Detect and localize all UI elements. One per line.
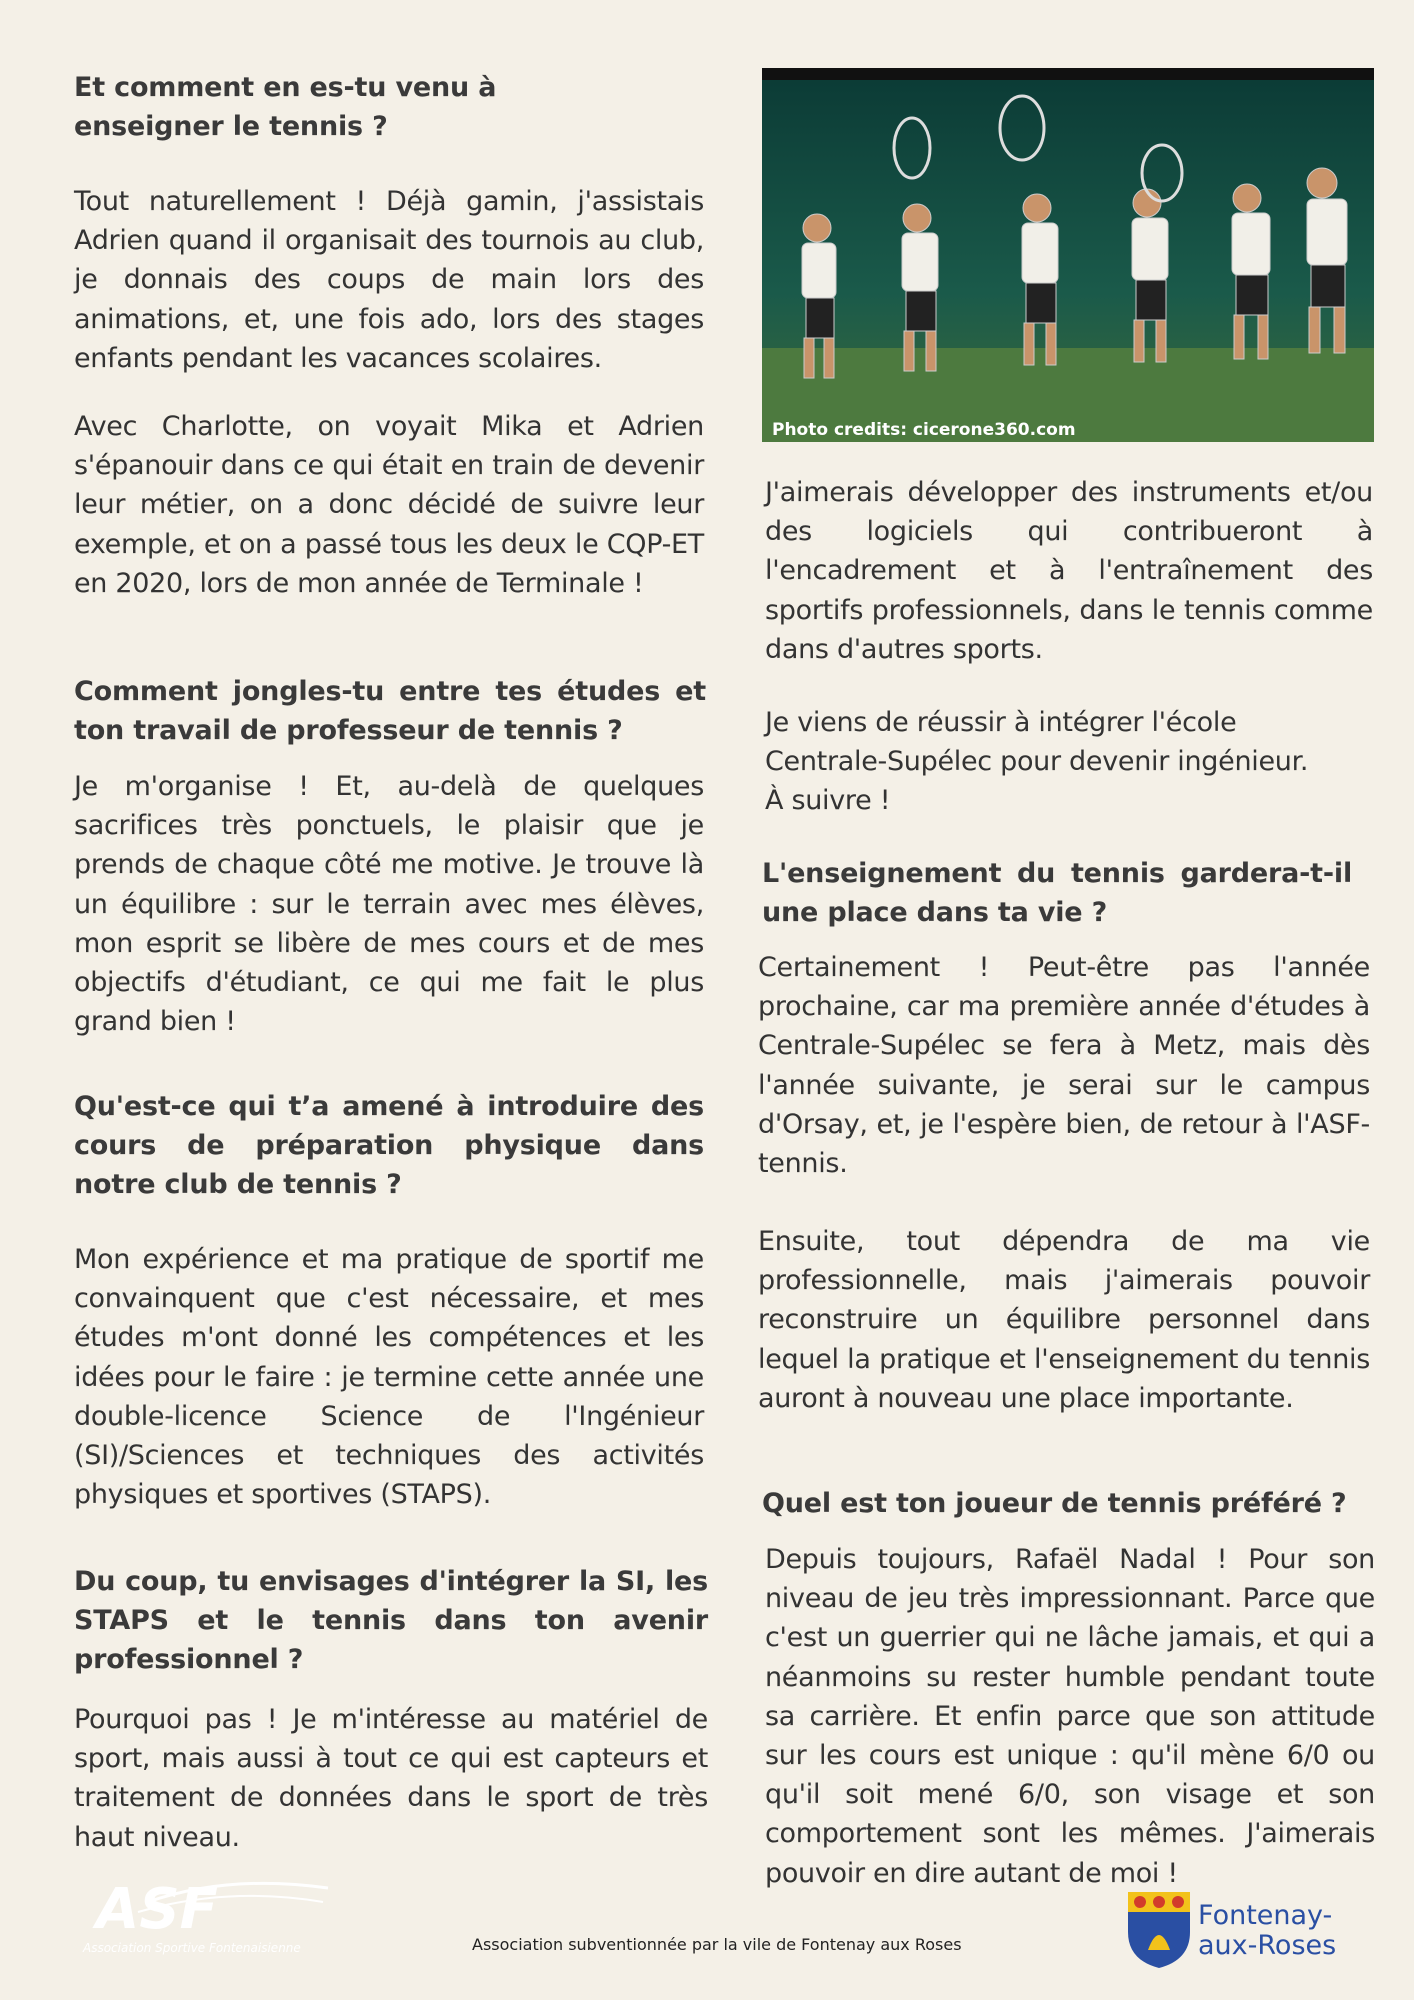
paragraph: Avec Charlotte, on voyait Mika et Adrien s'épanouir dans ce qui était en train de devenir leur métier, on a donc décidé de suivre leur exemple, et on a passé tous les deux le CQP-ET en 2020, lors de mon année de Terminale ! bbox=[74, 411, 704, 599]
fontenay-crest bbox=[1126, 1890, 1346, 1970]
paragraph: Depuis toujours, Rafaël Nadal ! Pour son niveau de jeu très impressionnant. Parce que c'est un guerrier qui ne lâche jamais, et qui a néanmoins su rester humble pendant toute sa carrière. Et enfin parce que son attitude sur les cours est unique : qu'il mène 6/0 ou qu'il soit mené 6/0, son visage et son comportement sont les mêmes. J'aimerais pouvoir en dire autant de moi ! bbox=[765, 1544, 1375, 1889]
question-heading: Du coup, tu envisages d'intégrer la SI, les STAPS et le tennis dans ton avenir professionnel ? bbox=[74, 1566, 708, 1675]
paragraph: Pourquoi pas ! Je m'intéresse au matériel de sport, mais aussi à tout ce qui est capteurs et traitement de données dans le sport de très haut niveau. bbox=[74, 1704, 708, 1853]
question-heading: Quel est ton joueur de tennis préféré ? bbox=[762, 1488, 1347, 1519]
tennis-photo bbox=[762, 68, 1374, 442]
paragraph: Mon expérience et ma pratique de sportif me convainquent que c'est nécessaire, et mes études m'ont donné les compétences et les idées pour le faire : je termine cette année une double-licence Science de l'Ingénieur (SI)/Sciences et techniques des activités physiques et sportives (STAPS). bbox=[74, 1244, 704, 1511]
asf-tagline: Association Sportive Fontenaisienne bbox=[83, 1941, 301, 1955]
footer-text: Association subventionnée par la vile de Fontenay aux Roses bbox=[472, 1935, 962, 1954]
asf-logo bbox=[78, 1868, 338, 1962]
asf-logo-text: ASF bbox=[96, 1877, 218, 1942]
paragraph-line: À suivre ! bbox=[765, 785, 891, 817]
fontenay-name-line1: Fontenay- bbox=[1198, 1900, 1333, 1931]
question-heading: Qu'est-ce qui t’a amené à introduire des cours de préparation physique dans notre club de tennis ? bbox=[74, 1091, 704, 1200]
question-heading: Et comment en es-tu venu à enseigner le tennis ? bbox=[74, 72, 497, 142]
paragraph: J'aimerais développer des instruments et/ou des logiciels qui contribueront à l'encadrement et à l'entraînement des sportifs professionnels, dans le tennis comme dans d'autres sports. bbox=[765, 477, 1373, 665]
fontenay-logo bbox=[1126, 1890, 1346, 1974]
paragraph bbox=[765, 703, 1373, 821]
paragraph: Ensuite, tout dépendra de ma vie professionnelle, mais j'aimerais pouvoir reconstruire un équilibre personnel dans lequel la pratique et l'enseignement du tennis auront à nouveau une place importante. bbox=[758, 1226, 1370, 1414]
paragraph: Je m'organise ! Et, au-delà de quelques sacrifices très ponctuels, le plaisir que je prends de chaque côté me motive. Je trouve là un équilibre : sur le terrain avec mes élèves, mon esprit se libère de mes cours et de mes objectifs d'étudiant, ce qui me fait le plus grand bien ! bbox=[74, 771, 704, 1038]
tennis-players-illustration bbox=[762, 68, 1374, 442]
question-heading: L'enseignement du tennis gardera-t-il une place dans ta vie ? bbox=[762, 858, 1352, 928]
paragraph-line: Je viens de réussir à intégrer l'école bbox=[765, 707, 1237, 738]
fontenay-name-line2: aux-Roses bbox=[1198, 1930, 1337, 1961]
paragraph: Tout naturellement ! Déjà gamin, j'assistais Adrien quand il organisait des tournois au club, je donnais des coups de main lors des animations, et, une fois ado, lors des stages enfants pendant les vacances scolaires. bbox=[74, 186, 704, 374]
paragraph-line: Centrale-Supélec pour devenir ingénieur. bbox=[765, 746, 1309, 778]
photo-top-bar bbox=[762, 68, 1374, 80]
photo-credit: Photo credits: cicerone360.com bbox=[772, 420, 1076, 440]
asf-logo-graphic bbox=[78, 1868, 338, 1958]
paragraph: Certainement ! Peut-être pas l'année prochaine, car ma première année d'études à Centrale-Supélec se fera à Metz, mais dès l'année suivante, je serai sur le campus d'Orsay, et, je l'espère bien, de retour à l'ASF-tennis. bbox=[758, 952, 1370, 1180]
question-heading: Comment jongles-tu entre tes études et ton travail de professeur de tennis ? bbox=[74, 676, 706, 746]
